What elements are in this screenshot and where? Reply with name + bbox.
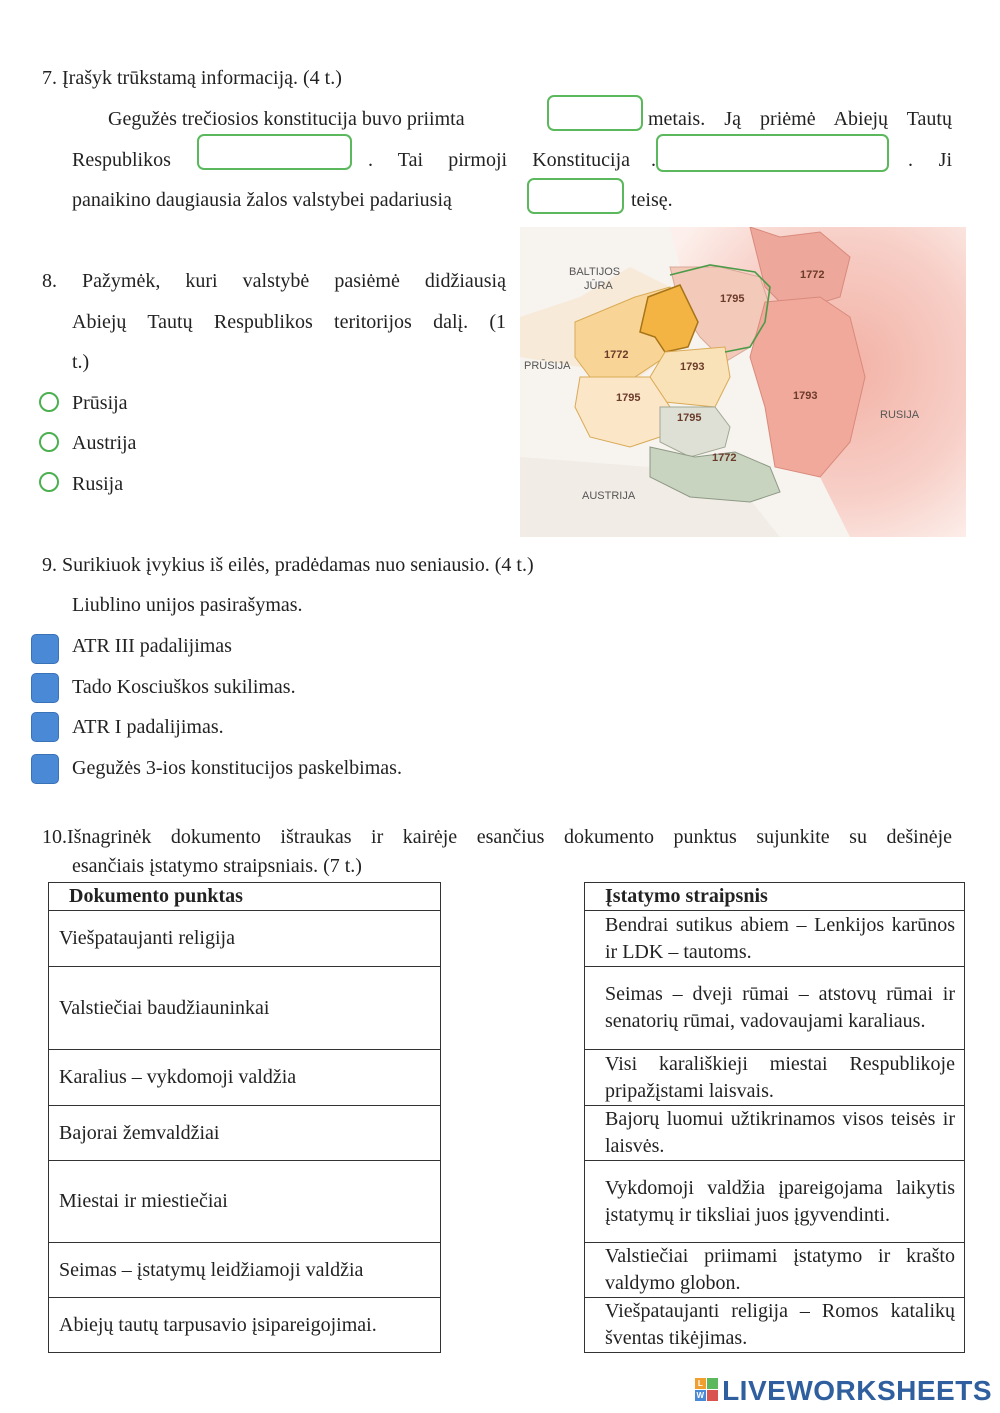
- right-row-5[interactable]: Vykdomoji valdžia įpareigojama laikytis įstatymų ir tiksliai juos įgyvendinti.: [585, 1161, 965, 1243]
- left-table: [48, 882, 441, 1353]
- left-row-6[interactable]: Seimas – įstatymų leidžiamoji valdžia: [49, 1243, 441, 1298]
- logo-mark-s: [707, 1390, 718, 1401]
- map-year-3: 1772: [604, 349, 629, 361]
- map-year-6: 1795: [677, 412, 702, 424]
- right-row-7[interactable]: Viešpataujanti religija – Romos katalikų šventas tikėjimas.: [585, 1298, 965, 1353]
- q9-event-2: Tado Kosciuškos sukilimas.: [72, 676, 296, 698]
- q7-title: 7. Įrašyk trūkstamą informaciją. (4 t.): [42, 67, 342, 89]
- q8-option-russia: Rusija: [72, 473, 124, 495]
- logo-mark-w: W: [696, 1391, 705, 1400]
- logo-mark-l: L: [695, 1378, 706, 1389]
- q8-title-line3: t.): [72, 351, 90, 373]
- right-row-4[interactable]: Bajorų luomui užtikrinamos visos teisės ir laisvės.: [585, 1106, 965, 1161]
- map-label-baltic-1: BALTIJOS: [569, 266, 621, 278]
- q10-title-line1: 10.Išnagrinėk dokumento ištraukas ir kairėje esančius dokumento punktus sujunkite su dešinėje: [42, 826, 952, 848]
- q7-text-line3b: teisę.: [631, 189, 673, 211]
- q8-option-austria: Austrija: [72, 432, 137, 454]
- map-label-prussia: PRŪSIJA: [524, 360, 571, 372]
- left-table-header: Dokumento punktas: [49, 883, 441, 911]
- right-table-header: Įstatymo straipsnis: [585, 883, 965, 911]
- q8-radio-austria[interactable]: [39, 432, 59, 452]
- map-year-4: 1793: [680, 361, 705, 373]
- map-year-7: 1793: [793, 390, 818, 402]
- right-table: [584, 882, 965, 1353]
- left-row-7[interactable]: Abiejų tautų tarpusavio įsipareigojimai.: [49, 1298, 441, 1353]
- q9-title: 9. Surikiuok įvykius iš eilės, pradėdamas nuo seniausio. (4 t.): [42, 554, 534, 576]
- logo-mark-v: [707, 1378, 718, 1389]
- q9-order-box-3[interactable]: [31, 712, 59, 742]
- left-row-4[interactable]: Bajorai žemvaldžiai: [49, 1106, 441, 1161]
- map-label-baltic-2: JŪRA: [584, 280, 613, 292]
- q8-option-prussia: Prūsija: [72, 392, 128, 414]
- q7-blank-year[interactable]: [547, 95, 643, 131]
- q7-blank-constitution[interactable]: [656, 134, 889, 172]
- q8-title-line1: 8. Pažymėk, kuri valstybė pasiėmė didžiausią: [42, 270, 506, 292]
- liveworksheets-logo-text: LIVEWORKSHEETS: [722, 1375, 992, 1406]
- right-row-3[interactable]: Visi karališkieji miestai Respublikoje pripažįstami laisvais.: [585, 1050, 965, 1106]
- map-label-russia: RUSIJA: [880, 409, 920, 421]
- right-row-6[interactable]: Valstiečiai priimami įstatymo ir krašto valdymo globon.: [585, 1243, 965, 1298]
- left-row-2[interactable]: Valstiečiai baudžiauninkai: [49, 967, 441, 1050]
- q9-order-box-2[interactable]: [31, 673, 59, 703]
- q9-event-1: ATR III padalijimas: [72, 635, 232, 657]
- left-row-1[interactable]: Viešpataujanti religija: [49, 911, 441, 967]
- map-year-1: 1772: [800, 269, 825, 281]
- map-year-8: 1772: [712, 452, 737, 464]
- q7-blank-institution[interactable]: [197, 134, 352, 170]
- q7-text-line2a: Respublikos: [72, 149, 171, 171]
- map-year-2: 1795: [720, 293, 745, 305]
- liveworksheets-logo-icon: [695, 1378, 719, 1402]
- q7-text-line2b: . Tai pirmoji Konstitucija: [368, 149, 630, 171]
- q8-title-line2: Abiejų Tautų Respublikos teritorijos dalį. (1: [72, 311, 506, 333]
- right-row-1[interactable]: Bendrai sutikus abiem – Lenkijos karūnos ir LDK – tautoms.: [585, 911, 965, 967]
- q9-order-box-4[interactable]: [31, 754, 59, 784]
- q8-radio-prussia[interactable]: [39, 392, 59, 412]
- q9-event-3: ATR I padalijimas.: [72, 716, 224, 738]
- q10-title-line2: esančiais įstatymo straipsniais. (7 t.): [72, 855, 362, 877]
- liveworksheets-logo: [695, 1375, 992, 1407]
- q7-text-line1a: Gegužės trečiosios konstitucija buvo priimta: [108, 108, 465, 130]
- q7-text-line1b: metais. Ją priėmė Abiejų Tautų: [648, 108, 952, 130]
- q9-event-4: Gegužės 3-ios konstitucijos paskelbimas.: [72, 757, 402, 779]
- q7-blank-right[interactable]: [527, 178, 624, 214]
- q9-order-box-1[interactable]: [31, 634, 59, 664]
- q7-text-line2d: . Ji: [908, 149, 952, 171]
- left-row-5[interactable]: Miestai ir miestiečiai: [49, 1161, 441, 1243]
- right-row-2[interactable]: Seimas – dveji rūmai – atstovų rūmai ir senatorių rūmai, vadovaujami karaliaus.: [585, 967, 965, 1050]
- region-1795-west: [575, 377, 670, 447]
- map-year-5: 1795: [616, 392, 641, 404]
- left-row-3[interactable]: Karalius – vykdomoji valdžia: [49, 1050, 441, 1106]
- map-label-austria: AUSTRIJA: [582, 490, 636, 502]
- q7-text-line3a: panaikino daugiausia žalos valstybei padariusią: [72, 189, 452, 211]
- q8-radio-russia[interactable]: [39, 472, 59, 492]
- partition-map: [520, 227, 966, 537]
- q7-text-line2c: .: [651, 149, 656, 171]
- q9-first-event: Liublino unijos pasirašymas.: [72, 594, 303, 616]
